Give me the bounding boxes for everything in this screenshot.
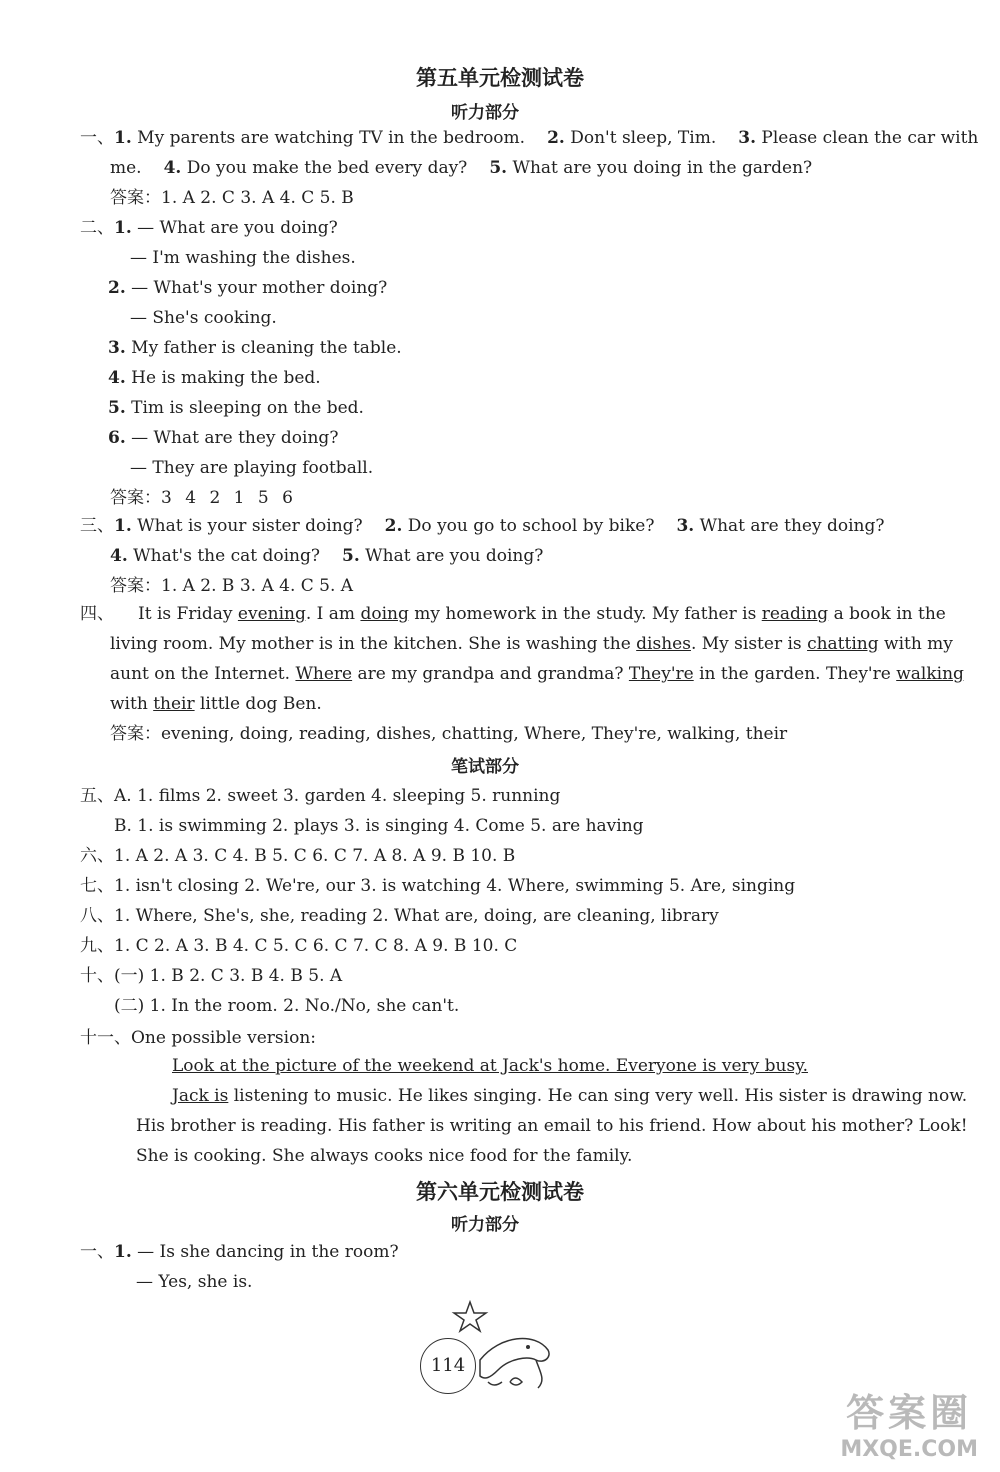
q2-item: — They are playing football. [130, 458, 374, 478]
unit5-listening-heading: 听力部分 [451, 103, 519, 123]
unit5-title: 第五单元检测试卷 [416, 65, 584, 90]
q8: 八、1. Where, She's, she, reading 2. What are, doing, are cleaning, library [80, 906, 719, 926]
written-heading: 笔试部分 [451, 757, 519, 777]
watermark: 答案圈 MXQE.COM [840, 1391, 978, 1462]
essay-line3: His brother is reading. His father is writing an email to his friend. How about his mother? Look! [136, 1116, 968, 1136]
q6: 六、1. A 2. A 3. C 4. B 5. C 6. C 7. A 8. A 9. B 10. B [80, 846, 516, 866]
q5-a: 五、A. 1. films 2. sweet 3. garden 4. sleeping 5. running [80, 786, 561, 806]
q2-item: — She's cooking. [130, 308, 277, 328]
q11: 十一、One possible version: [80, 1028, 316, 1048]
page-number: 114 [420, 1338, 476, 1394]
essay-line2: Jack is listening to music. He likes singing. He can sing very well. His sister is drawing now. [172, 1086, 968, 1106]
q4-answer: 答案：evening, doing, reading, dishes, chatting, Where, They're, walking, their [110, 724, 788, 744]
q1-line2: me. 4. Do you make the bed every day? 5. What are you doing in the garden? [110, 158, 813, 178]
q3-line1: 三、1. What is your sister doing? 2. Do you go to school by bike? 3. What are they doing? [80, 516, 885, 536]
essay-line4: She is cooking. She always cooks nice food for the family. [136, 1146, 633, 1166]
q2-item: 3. My father is cleaning the table. [108, 338, 402, 358]
q1-line1: 一、1. My parents are watching TV in the bedroom. 2. Don't sleep, Tim. 3. Please clean the car with [80, 128, 979, 148]
q4-line1: 四、 It is Friday evening. I am doing my homework in the study. My father is reading a book in the [80, 604, 946, 624]
q2-item: — I'm washing the dishes. [130, 248, 356, 268]
q2-item: 2. — What's your mother doing? [108, 278, 388, 298]
unit6-listening-heading: 听力部分 [451, 1215, 519, 1235]
q10-b: (二) 1. In the room. 2. No./No, she can't. [114, 996, 460, 1016]
q4-line4: with their little dog Ben. [110, 694, 322, 714]
q7: 七、1. isn't closing 2. We're, our 3. is watching 4. Where, swimming 5. Are, singing [80, 876, 796, 896]
q4-line3: aunt on the Internet. Where are my grandpa and grandma? They're in the garden. They're walking [110, 664, 964, 684]
q4-line2: living room. My mother is in the kitchen. She is washing the dishes. My sister is chatting with my [110, 634, 953, 654]
unit6-title: 第六单元检测试卷 [416, 1179, 584, 1204]
q9: 九、1. C 2. A 3. B 4. C 5. C 6. C 7. C 8. A 9. B 10. C [80, 936, 518, 956]
q2-item: 5. Tim is sleeping on the bed. [108, 398, 364, 418]
unit6-q1-answer: — Yes, she is. [136, 1272, 253, 1292]
q2-answer: 答案：3 4 2 1 5 6 [110, 488, 293, 508]
q3-line2: 4. What's the cat doing? 5. What are you doing? [110, 546, 544, 566]
q1-number: 一、 [80, 128, 114, 148]
unit6-q1: 一、1. — Is she dancing in the room? [80, 1242, 399, 1262]
q5-b: B. 1. is swimming 2. plays 3. is singing 4. Come 5. are having [114, 816, 644, 836]
essay-line1: Look at the picture of the weekend at Jack's home. Everyone is very busy. [172, 1056, 808, 1076]
q2-item: 6. — What are they doing? [108, 428, 339, 448]
q10-a: 十、(一) 1. B 2. C 3. B 4. B 5. A [80, 966, 343, 986]
q3-answer: 答案：1. A 2. B 3. A 4. C 5. A [110, 576, 354, 596]
q2-item: 4. He is making the bed. [108, 368, 321, 388]
q2-item: 二、1. — What are you doing? [80, 218, 338, 238]
q1-answer: 答案：1. A 2. C 3. A 4. C 5. B [110, 188, 354, 208]
